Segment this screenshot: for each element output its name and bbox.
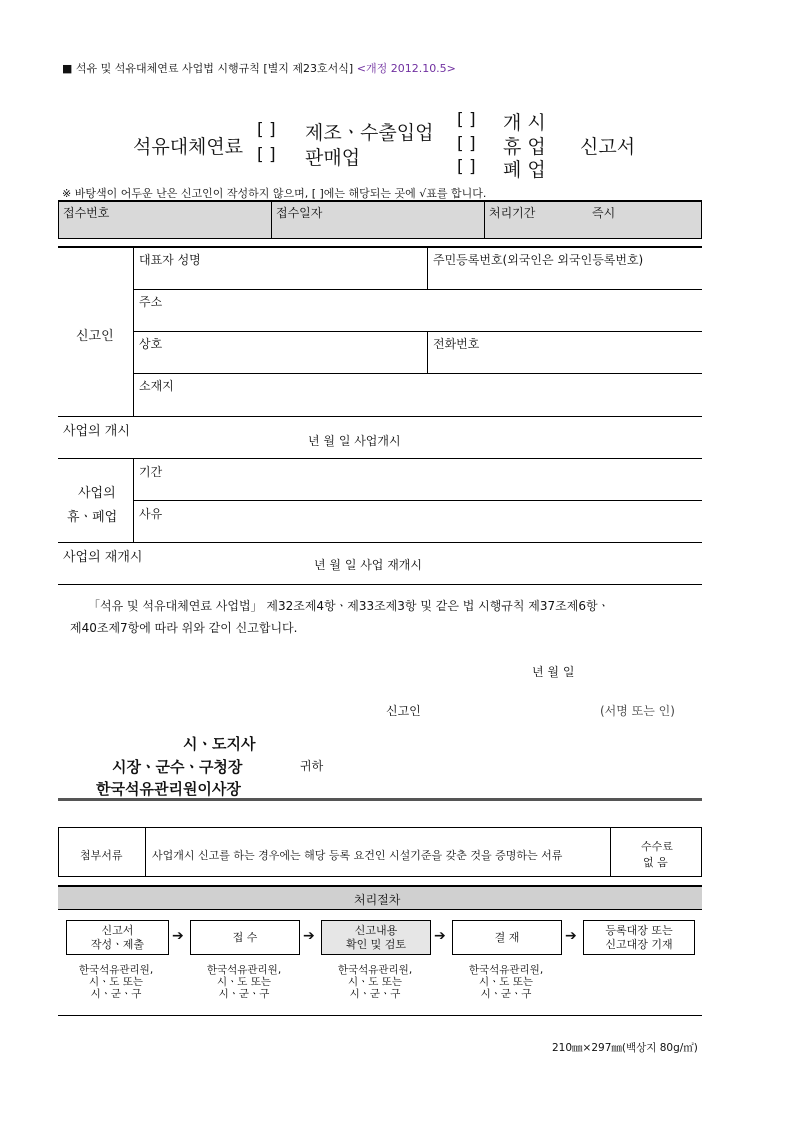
step-receive-label: 접 수 xyxy=(232,930,258,944)
process-step-approve xyxy=(452,920,562,955)
fee-label: 수수료 xyxy=(641,840,673,853)
org-step-review: 한국석유관리원, 시ㆍ도 또는 시ㆍ군ㆍ구 xyxy=(337,964,413,1000)
checkbox-type1[interactable]: [ ] xyxy=(257,120,276,140)
arrow-icon: ➔ xyxy=(303,928,315,944)
receipt-number-label: 접수번호 xyxy=(63,206,110,220)
recipient-governor: 시ㆍ도지사 xyxy=(183,735,256,753)
resident-number-field[interactable]: 주민등록번호(외국인은 외국인등록번호) xyxy=(433,253,644,267)
processing-period-value: 즉시 xyxy=(592,206,616,220)
recipient-mayor: 시장ㆍ군수ㆍ구청장 xyxy=(112,758,243,776)
title-action2: 휴 업 xyxy=(503,136,546,158)
title-type2: 판매업 xyxy=(305,147,361,169)
applicant-section-label: 신고인 xyxy=(76,329,114,344)
title-action1: 개 시 xyxy=(503,112,546,134)
suspend-reason-field[interactable]: 사유 xyxy=(139,507,163,521)
declaration-applicant-label: 신고인 xyxy=(386,704,421,718)
trade-name-field[interactable]: 상호 xyxy=(139,337,163,351)
org-step-receive: 한국석유관리원, 시ㆍ도 또는 시ㆍ군ㆍ구 xyxy=(206,964,282,1000)
honorific-text: 귀하 xyxy=(300,759,324,773)
process-title: 처리절차 xyxy=(354,893,401,907)
revision-text: <개정 2012.10.5> xyxy=(356,62,456,75)
signature-field[interactable]: (서명 또는 인) xyxy=(600,704,675,718)
paper-spec: 210㎜×297㎜(백상지 80g/㎡) xyxy=(552,1042,698,1054)
arrow-icon: ➔ xyxy=(434,928,446,944)
checkbox-action3[interactable]: [ ] xyxy=(457,157,476,177)
arrow-icon: ➔ xyxy=(172,928,184,944)
title-type1: 제조ㆍ수출입업 xyxy=(305,122,434,144)
process-step-submit xyxy=(66,920,169,955)
attachments-label: 첨부서류 xyxy=(80,849,123,862)
title-suffix: 신고서 xyxy=(580,136,636,158)
suspend-period-field[interactable]: 기간 xyxy=(139,465,163,479)
step-review-line1: 신고내용 xyxy=(354,923,398,937)
instruction-note: ※ 바탕색이 어두운 난은 신고인이 작성하지 않으며, [ ]에는 해당되는 곳에 √표를 합니다. xyxy=(62,187,487,200)
step-submit-line1: 신고서 xyxy=(101,923,134,937)
title-action3: 폐 업 xyxy=(503,159,546,181)
suspend-label-2: 휴ㆍ폐업 xyxy=(67,510,118,525)
declaration-line-2: 제40조제7항에 따라 위와 같이 신고합니다. xyxy=(70,621,298,635)
receipt-date-label: 접수일자 xyxy=(276,206,323,220)
fee-value: 없 음 xyxy=(643,856,668,869)
phone-field[interactable]: 전화번호 xyxy=(433,337,480,351)
process-step-receive xyxy=(190,920,300,955)
declaration-date[interactable]: 년 월 일 xyxy=(532,665,575,679)
process-step-review xyxy=(321,920,431,955)
checkbox-action2[interactable]: [ ] xyxy=(457,134,476,154)
step-approve-label: 결 재 xyxy=(494,930,520,944)
recipient-kpetro: 한국석유관리원이사장 xyxy=(96,780,241,798)
org-step-approve: 한국석유관리원, 시ㆍ도 또는 시ㆍ군ㆍ구 xyxy=(468,964,544,1000)
restart-label: 사업의 재개시 xyxy=(63,550,143,565)
step-register-line1: 등록대장 또는 xyxy=(605,923,673,937)
location-field[interactable]: 소재지 xyxy=(139,379,174,393)
org-step-submit: 한국석유관리원, 시ㆍ도 또는 시ㆍ군ㆍ구 xyxy=(78,964,154,1000)
attachments-content: 사업개시 신고를 하는 경우에는 해당 등록 요건인 시설기준을 갖춘 것을 증명하는 서류 xyxy=(152,849,563,862)
start-label: 사업의 개시 xyxy=(63,424,130,439)
suspend-label-1: 사업의 xyxy=(78,486,116,501)
checkbox-type2[interactable]: [ ] xyxy=(257,145,276,165)
step-review-line2: 확인 및 검토 xyxy=(345,937,407,951)
declaration-line-1: 「석유 및 석유대체연료 사업법」 제32조제4항ㆍ제33조제3항 및 같은 법 시행규칙 제37조제6항ㆍ xyxy=(88,599,610,613)
step-register-line2: 신고대장 기재 xyxy=(605,937,673,951)
arrow-icon: ➔ xyxy=(565,928,577,944)
title-main: 석유대체연료 xyxy=(133,136,244,158)
process-step-register xyxy=(583,920,695,955)
checkbox-action1[interactable]: [ ] xyxy=(457,110,476,130)
regulation-text: ■ 석유 및 석유대체연료 사업법 시행규칙 [별지 제23호서식] xyxy=(62,62,354,75)
start-date-field[interactable]: 년 월 일 사업개시 xyxy=(308,434,401,448)
address-field[interactable]: 주소 xyxy=(139,295,163,309)
rep-name-field[interactable]: 대표자 성명 xyxy=(139,253,201,267)
step-submit-line2: 작성ㆍ제출 xyxy=(90,937,145,951)
processing-period-label: 처리기간 xyxy=(489,206,536,220)
restart-date-field[interactable]: 년 월 일 사업 재개시 xyxy=(314,558,422,572)
form-header xyxy=(62,60,456,76)
